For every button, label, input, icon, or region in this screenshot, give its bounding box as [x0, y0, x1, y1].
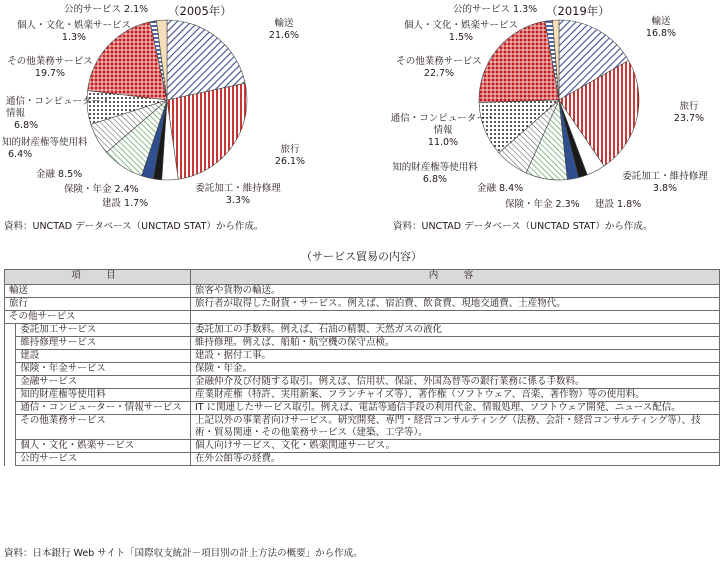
table-row — [5, 363, 720, 376]
row-content: 個人向けサービス、文化・娯楽関連サービス。 — [191, 440, 720, 453]
table-row — [5, 415, 720, 440]
label-cons-2005: 建設 1.7% — [102, 198, 149, 209]
row-item: 公的サービス — [16, 453, 191, 466]
row-item: 知的財産権等使用料 — [16, 389, 191, 402]
label-proc-2005: 委託加工・維持修理 3.3% — [195, 183, 281, 206]
chart-title-2005: （2005年） — [168, 4, 232, 18]
label-trans-2005: 輸送 21.6% — [268, 18, 300, 41]
label-ip-2005: 知的財産権等使用料 6.4% — [2, 137, 88, 160]
chart-title-2019: （2019年） — [546, 4, 610, 18]
row-content: 建設・据付工事。 — [191, 350, 720, 363]
table-row — [5, 453, 720, 466]
label-public-2005: 公的サービス 2.1% — [64, 4, 149, 15]
table-source: 資料：日本銀行 Web サイト「国際収支統計－項目別の計上方法の概要」から作成。 — [4, 548, 363, 559]
slice-travel — [167, 83, 247, 179]
header-content: 内 容 — [191, 270, 720, 285]
label-trans-2019: 輸送 16.8% — [645, 16, 677, 39]
row-content: 産業財産権（特許、実用新案、フランチャイズ等）、著作権（ソフトウェア、音楽、著作物）等の使用料。 — [191, 389, 720, 402]
row-item: 旅行 — [5, 298, 191, 311]
table-row — [5, 311, 720, 324]
table-row — [5, 298, 720, 311]
row-item: その他業務サービス — [16, 415, 191, 440]
label-personal-2005: 個人・文化・娯楽サービス 1.3% — [16, 20, 131, 43]
service-trade-table — [4, 269, 720, 466]
label-fin-2019: 金融 8.4% — [477, 183, 524, 194]
header-item: 項 目 — [5, 270, 191, 285]
table-row — [5, 350, 720, 363]
label-ip-2019: 知的財産権等使用料 6.8% — [392, 162, 478, 185]
table-row — [5, 389, 720, 402]
label-personal-2019: 個人・文化・娯楽サービス 1.5% — [403, 20, 518, 43]
label-public-2019: 公的サービス 1.3% — [453, 4, 538, 15]
row-content — [191, 311, 720, 324]
label-otherbiz-2005: その他業務サービス 19.7% — [7, 56, 93, 79]
table-row — [5, 337, 720, 350]
row-item: 維持修理サービス — [16, 337, 191, 350]
label-ins-2019: 保険・年金 2.3% — [505, 199, 580, 210]
row-content: 維持修理。例えば、船舶・航空機の保守点検。 — [191, 337, 720, 350]
row-content: IT に関連したサービス取引。例えば、電話等通信手段の利用代金、情報処理、ソフトウェア開発、ニュース配信。 — [191, 402, 720, 415]
indent-cell — [5, 324, 16, 466]
label-ins-2005: 保険・年金 2.4% — [64, 184, 139, 195]
row-item: 輸送 — [5, 285, 191, 298]
table-row — [5, 324, 720, 337]
table-row — [5, 376, 720, 389]
pie-panel-2005 — [0, 0, 340, 240]
row-item: 建設 — [16, 350, 191, 363]
row-item: 金融サービス — [16, 376, 191, 389]
label-otherbiz-2019: その他業務サービス 22.7% — [396, 56, 482, 79]
label-trav-2019: 旅行 23.7% — [673, 101, 705, 124]
row-content: 旅客や貨物の輸送。 — [191, 285, 720, 298]
row-content: 委託加工の手数料。例えば、石油の精製、天然ガスの液化 — [191, 324, 720, 337]
row-item: 委託加工サービス — [16, 324, 191, 337]
table-title: （サービス貿易の内容） — [301, 250, 422, 263]
row-item: その他サービス — [5, 311, 191, 324]
row-content: 保険・年金。 — [191, 363, 720, 376]
pie-panel-2019 — [385, 0, 723, 240]
row-item: 保険・年金サービス — [16, 363, 191, 376]
table-header-row — [5, 270, 720, 285]
row-content: 上記以外の事業者向けサービス。研究開発、専門・経営コンサルティング（法務、会計・経営コンサルティング等）、技術・貿易関連・その他業務サービス（建築、工学等）。 — [191, 415, 720, 440]
label-comm-2019: 通信・コンピューター・ 情報 11.0% — [390, 113, 496, 148]
row-item: 個人・文化・娯楽サービス — [16, 440, 191, 453]
label-trav-2005: 旅行 26.1% — [274, 144, 306, 167]
row-content: 旅行者が取得した財貨・サービス。例えば、宿泊費、飲食費、現地交通費、土産物代。 — [191, 298, 720, 311]
row-content: 在外公館等の経費。 — [191, 453, 720, 466]
row-content: 金融仲介及び付随する取引。例えば、信用状、保証、外国為替等の銀行業務に係る手数料。 — [191, 376, 720, 389]
row-item: 通信・コンピューター・情報サービス — [16, 402, 191, 415]
table-row — [5, 440, 720, 453]
label-proc-2019: 委託加工・維持修理 3.8% — [622, 171, 708, 194]
label-fin-2005: 金融 8.5% — [36, 169, 83, 180]
source-2005: 資料：UNCTAD データベース（UNCTAD STAT）から作成。 — [4, 221, 264, 232]
label-comm-2005: 通信・コンピューター・ 情報 6.8% — [6, 96, 111, 131]
table-row — [5, 285, 720, 298]
table-row — [5, 402, 720, 415]
label-cons-2019: 建設 1.8% — [595, 199, 642, 210]
source-2019: 資料：UNCTAD データベース（UNCTAD STAT）から作成。 — [393, 221, 653, 232]
